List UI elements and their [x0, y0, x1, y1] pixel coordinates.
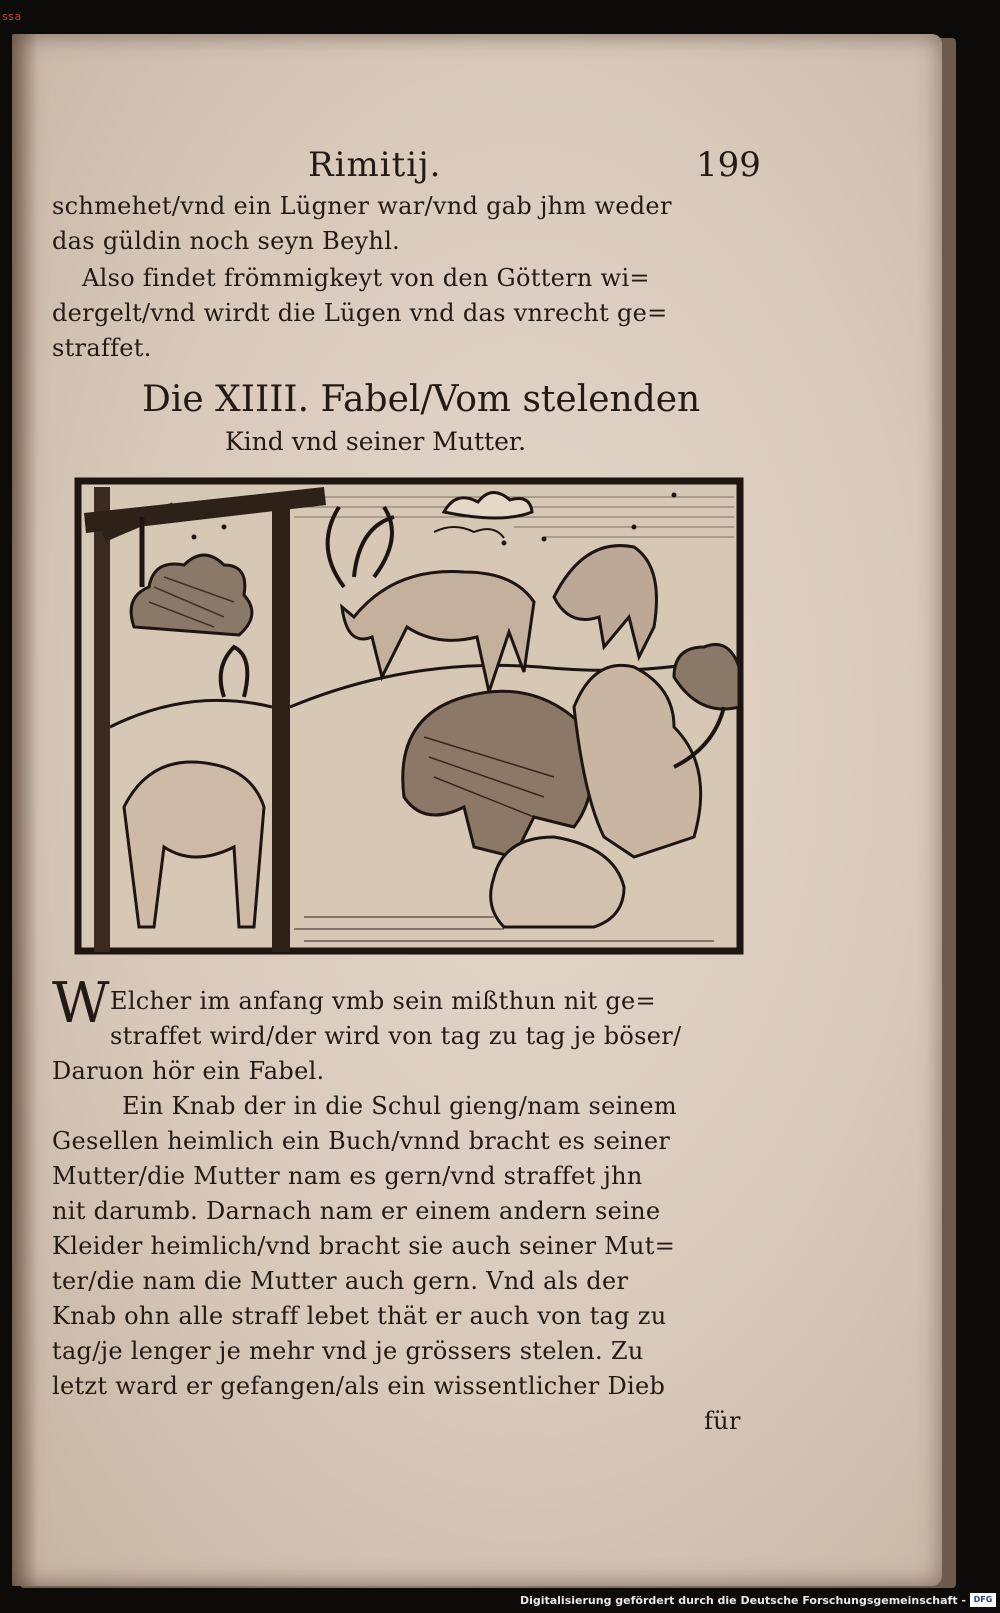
body-line: Kleider heimlich/vnd bracht sie auch seiner Mut= — [52, 1232, 676, 1260]
body-line: Ein Knab der in die Schul gieng/nam seinem — [122, 1092, 677, 1120]
text-line: straffet. — [52, 334, 152, 362]
body-line: ter/die nam die Mutter auch gern. Vnd als der — [52, 1267, 629, 1295]
running-head: Rimitij. — [308, 145, 442, 185]
text-line: Also findet frömmigkeyt von den Göttern wi= — [82, 264, 650, 292]
text-line: das güldin noch seyn Beyhl. — [52, 227, 401, 255]
body-line: Elcher im anfang vmb sein mißthun nit ge= — [110, 987, 656, 1015]
footer-credit: Digitalisierung gefördert durch die Deutsche Forschungsgemeinschaft - — [519, 1594, 966, 1607]
catchword: für — [704, 1407, 741, 1435]
corner-mark: ssa — [2, 10, 22, 23]
book-page — [12, 34, 942, 1586]
body-line: straffet wird/der wird von tag zu tag je böser/ — [110, 1022, 682, 1050]
body-line: tag/je lenger je mehr vnd je grössers stelen. Zu — [52, 1337, 644, 1365]
page-number: 199 — [696, 145, 761, 185]
body-line: Knab ohn alle straff lebet thät er auch von tag zu — [52, 1302, 667, 1330]
body-line: Daruon hör ein Fabel. — [52, 1057, 325, 1085]
body-line: Mutter/die Mutter nam es gern/vnd straffet jhn — [52, 1162, 643, 1190]
woodcut-illustration — [74, 477, 744, 955]
fable-title: Die XIIII. Fabel/Vom stelenden — [142, 379, 701, 420]
fable-subtitle: Kind vnd seiner Mutter. — [225, 427, 527, 456]
dfg-logo: DFG — [970, 1593, 996, 1607]
text-line: dergelt/vnd wirdt die Lügen vnd das vnrecht ge= — [52, 299, 668, 327]
body-line: letzt ward er gefangen/als ein wissentlicher Dieb — [52, 1372, 666, 1400]
body-line: nit darumb. Darnach nam er einem andern seine — [52, 1197, 661, 1225]
body-line: Gesellen heimlich ein Buch/vnnd bracht es seiner — [52, 1127, 671, 1155]
drop-cap-letter: W — [52, 971, 110, 1036]
text-line: schmehet/vnd ein Lügner war/vnd gab jhm weder — [52, 192, 672, 220]
